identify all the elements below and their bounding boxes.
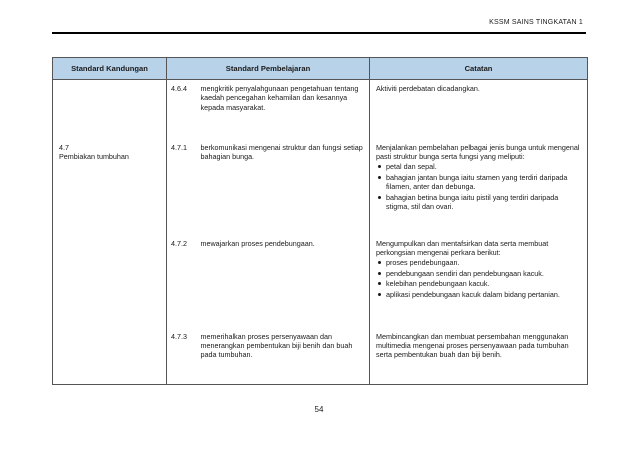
bullet-item: aplikasi pendebungaan kacuk dalam bidang pertanian. [376,290,581,299]
catatan-cell [370,328,588,385]
kandungan-cell [53,139,167,235]
catatan-cell [370,139,588,235]
kandungan-title: Pembiakan tumbuhan [59,151,129,161]
bullet-item: kelebihan pendebungaan kacuk. [376,279,581,288]
kandungan-code: 4.7 [59,142,69,152]
table-row [53,80,588,139]
pembelajaran-code: 4.6.4 [167,80,201,139]
kandungan-cell [53,235,167,328]
pembelajaran-text: berkomunikasi mengenai struktur dan fungsi setiap bahagian bunga. [201,139,370,235]
header-standard-kandungan: Standard Kandungan [53,58,167,80]
running-header: KSSM SAINS TINGKATAN 1 [489,19,583,26]
pembelajaran-text: memerihalkan proses persenyawaan dan menerangkan pembentukan biji benih dan buah pada tumbuhan. [201,328,370,385]
bullet-item: proses pendebungaan. [376,258,581,267]
bullet-item: petal dan sepal. [376,162,581,171]
header-rule [52,32,586,34]
pembelajaran-text: mengkritik penyalahgunaan pengetahuan tentang kaedah pencegahan kehamilan dan kesannya kepada masyarakat. [201,80,370,139]
table-row [53,139,588,235]
catatan-bullet-list [376,162,581,211]
pembelajaran-code: 4.7.1 [167,139,201,235]
page-number: 54 [314,405,324,414]
table-row [53,328,588,385]
catatan-intro: Menjalankan pembelahan pelbagai jenis bunga untuk mengenal pasti struktur bunga serta fungsi yang meliputi: [376,142,580,161]
bullet-item: bahagian jantan bunga iaitu stamen yang terdiri daripada filamen, anter dan debunga. [376,173,581,192]
catatan-intro: Aktiviti perdebatan dicadangkan. [376,84,480,93]
catatan-cell [370,235,588,328]
bullet-item: bahagian betina bunga iaitu pistil yang terdiri daripada stigma, stil dan ovari. [376,193,581,212]
curriculum-table [52,57,588,385]
kandungan-cell [53,328,167,385]
bullet-item: pendebungaan sendiri dan pendebungaan kacuk. [376,269,581,278]
catatan-intro: Membincangkan dan membuat persembahan menggunakan multimedia mengenai proses persenyawaan pada tumbuhan serta pembentukan buah dan biji benih. [376,331,569,360]
table-header-row [53,58,588,80]
pembelajaran-code: 4.7.3 [167,328,201,385]
kandungan-cell [53,80,167,139]
header-catatan: Catatan [370,58,588,80]
catatan-bullet-list [376,258,581,299]
header-standard-pembelajaran: Standard Pembelajaran [167,58,370,80]
pembelajaran-text: mewajarkan proses pendebungaan. [201,235,370,328]
table-row [53,235,588,328]
catatan-intro: Mengumpulkan dan mentafsirkan data serta membuat perkongsian mengenai perkara berikut: [376,238,549,257]
catatan-cell [370,80,588,139]
pembelajaran-code: 4.7.2 [167,235,201,328]
